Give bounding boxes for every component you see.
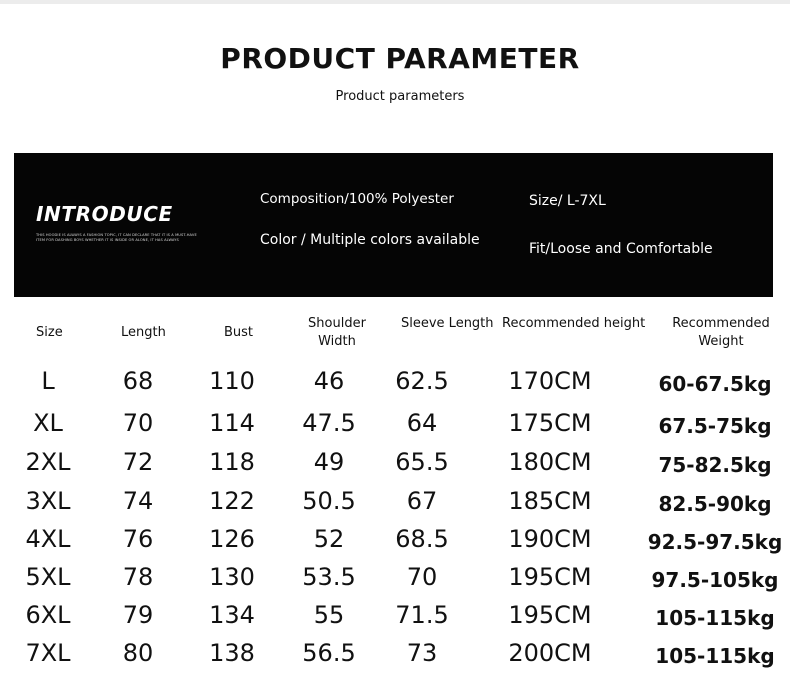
cell-size: 7XL	[25, 639, 71, 667]
introduce-fine-print-line-1: THIS HOODIE IS ALWAYS A FASHION TOPIC, IT CAN DECLARE THAT IT IS A MUST-HAVE	[36, 233, 197, 237]
cell-sleeve: 68.5	[395, 525, 449, 553]
cell-bust: 110	[209, 367, 255, 395]
introduce-fine-print-line-2: ITEM FOR DASHING BOYS WHETHER IT IS INSIDE OR ALONE, IT HAS ALWAYS	[36, 238, 179, 242]
cell-shoulder: 55	[313, 601, 345, 629]
table-row	[0, 366, 790, 404]
cell-weight: 105-115kg	[655, 644, 775, 668]
cell-bust: 130	[209, 563, 255, 591]
cell-shoulder: 53.5	[302, 563, 356, 591]
page-subtitle: Product parameters	[335, 89, 465, 104]
cell-height: 195CM	[508, 601, 592, 629]
cell-size: 6XL	[25, 601, 71, 629]
cell-shoulder: 52	[313, 525, 345, 553]
cell-sleeve: 70	[406, 563, 438, 591]
cell-sleeve: 71.5	[395, 601, 449, 629]
cell-shoulder: 46	[313, 367, 345, 395]
cell-height: 170CM	[508, 367, 592, 395]
introduce-title: INTRODUCE	[36, 202, 173, 226]
size-range-info: Size/ L-7XL	[529, 193, 606, 209]
header-recommended-weight: Recommended Weight	[672, 316, 770, 349]
cell-weight: 60-67.5kg	[658, 372, 772, 396]
header-recommended-height: Recommended height	[502, 316, 646, 331]
cell-bust: 122	[209, 487, 255, 515]
header-shoulder-width: Shoulder Width	[308, 316, 366, 349]
cell-size: 5XL	[25, 563, 71, 591]
table-row	[0, 562, 790, 600]
cell-bust: 138	[209, 639, 255, 667]
cell-sleeve: 65.5	[395, 448, 449, 476]
fit-info: Fit/Loose and Comfortable	[529, 241, 713, 257]
header-length: Length	[121, 325, 166, 340]
cell-weight: 67.5-75kg	[658, 414, 772, 438]
header-bust: Bust	[224, 325, 254, 340]
table-row	[0, 447, 790, 485]
cell-length: 78	[122, 563, 154, 591]
table-row	[0, 486, 790, 524]
cell-length: 80	[122, 639, 154, 667]
cell-height: 195CM	[508, 563, 592, 591]
composition-info: Composition/100% Polyester	[260, 191, 454, 207]
page-title: PRODUCT PARAMETER	[220, 42, 580, 75]
cell-size: L	[41, 367, 55, 395]
top-divider	[0, 0, 790, 4]
cell-sleeve: 67	[406, 487, 438, 515]
cell-sleeve: 64	[406, 409, 438, 437]
cell-weight: 92.5-97.5kg	[647, 530, 783, 554]
cell-height: 175CM	[508, 409, 592, 437]
header-size: Size	[36, 325, 63, 340]
cell-length: 79	[122, 601, 154, 629]
cell-bust: 134	[209, 601, 255, 629]
header-sleeve-length: Sleeve Length	[401, 316, 494, 331]
cell-height: 190CM	[508, 525, 592, 553]
cell-size: XL	[33, 409, 63, 437]
cell-shoulder: 50.5	[302, 487, 356, 515]
cell-weight: 105-115kg	[655, 606, 775, 630]
introduce-banner	[14, 153, 773, 297]
cell-weight: 75-82.5kg	[658, 453, 772, 477]
introduce-fine-print	[36, 233, 228, 243]
table-row	[0, 600, 790, 638]
table-row	[0, 638, 790, 676]
cell-length: 68	[122, 367, 154, 395]
cell-size: 2XL	[25, 448, 71, 476]
cell-bust: 118	[209, 448, 255, 476]
cell-weight: 82.5-90kg	[658, 492, 772, 516]
table-row	[0, 524, 790, 562]
cell-shoulder: 49	[313, 448, 345, 476]
cell-height: 200CM	[508, 639, 592, 667]
cell-bust: 114	[209, 409, 255, 437]
cell-height: 180CM	[508, 448, 592, 476]
cell-length: 74	[122, 487, 154, 515]
cell-size: 4XL	[25, 525, 71, 553]
cell-height: 185CM	[508, 487, 592, 515]
color-info: Color / Multiple colors available	[260, 232, 480, 248]
cell-length: 72	[122, 448, 154, 476]
cell-shoulder: 47.5	[302, 409, 356, 437]
table-row	[0, 408, 790, 446]
cell-bust: 126	[209, 525, 255, 553]
cell-sleeve: 62.5	[395, 367, 449, 395]
cell-length: 76	[122, 525, 154, 553]
cell-sleeve: 73	[406, 639, 438, 667]
cell-size: 3XL	[25, 487, 71, 515]
cell-shoulder: 56.5	[302, 639, 356, 667]
cell-length: 70	[122, 409, 154, 437]
cell-weight: 97.5-105kg	[651, 568, 779, 592]
